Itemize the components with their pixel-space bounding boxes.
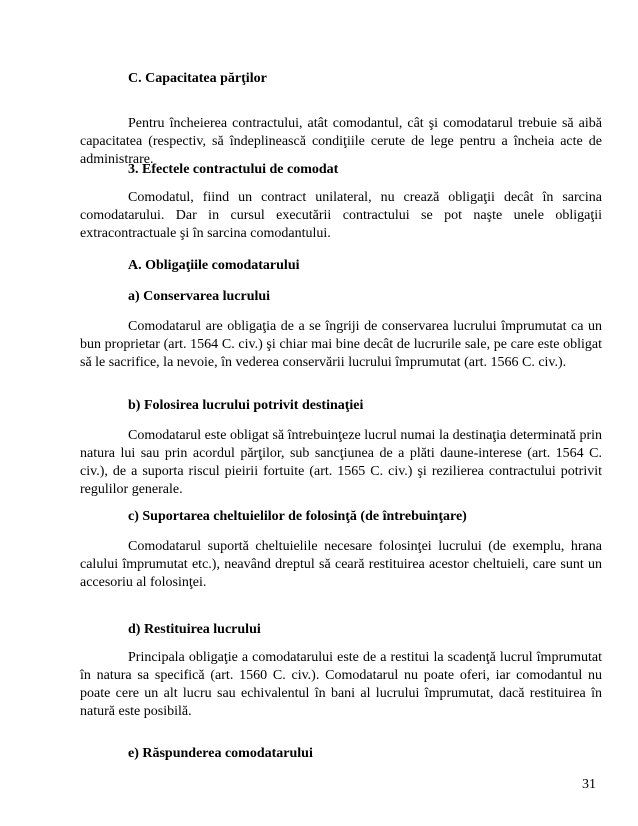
section-heading-capacitatea: C. Capacitatea părţilor	[128, 71, 267, 86]
paragraph-suportarea: Comodatarul suportă cheltuielile necesare folosinţei lucrului (de exemplu, hrana calului împrumutat etc.), neavând dreptul să ceară restituirea acestor cheltuieli, care sunt un accesoriu al folosinţei.	[80, 539, 602, 590]
page-number: 31	[582, 777, 596, 792]
section-heading-folosirea: b) Folosirea lucrului potrivit destinaţiei	[128, 398, 364, 413]
paragraph-capacitatea: Pentru încheierea contractului, atât comodantul, cât şi comodatarul trebuie să aibă capacitatea (respectiv, să îndeplinească condiţiile cerute de lege pentru a încheia acte de administrare.	[80, 116, 602, 167]
section-heading-conservarea: a) Conservarea lucrului	[128, 289, 271, 304]
section-heading-efectele: 3. Efectele contractului de comodat	[128, 162, 339, 177]
paragraph-restituirea: Principala obligaţie a comodatarului este de a restitui la scadenţă lucrul împrumutat în natura sa specifică (art. 1560 C. civ.). Comodatarul nu poate oferi, iar comodantul nu poate cere un alt lucru sau echivalentul în bani al lucrului împrumutat, dacă restituirea în natură este posibilă.	[80, 650, 602, 719]
paragraph-folosirea: Comodatarul este obligat să întrebuinţeze lucrul numai la destinaţia determinată prin natura lui sau prin acordul părţilor, sub sancţiunea de a plăti daune-interese (art. 1564 C. civ.), de a suporta riscul pieirii fortuite (art. 1565 C. civ.) şi rezilierea contractului potrivit regulilor generale.	[80, 428, 602, 497]
section-heading-raspunderea: e) Răspunderea comodatarului	[128, 746, 313, 761]
section-heading-restituirea: d) Restituirea lucrului	[128, 622, 261, 637]
section-heading-obligatiile: A. Obligaţiile comodatarului	[128, 258, 300, 273]
paragraph-efectele: Comodatul, fiind un contract unilateral, nu crează obligaţii decât în sarcina comodatarului. Dar in cursul executării contractului se pot naşte unele obligaţii extracontractuale şi în sarcina comodantului.	[80, 190, 602, 241]
paragraph-conservarea: Comodatarul are obligaţia de a se îngriji de conservarea lucrului împrumutat ca un bun proprietar (art. 1564 C. civ.) şi chiar mai bine decât de lucrurile sale, pe care este obligat să le sacrifice, la nevoie, în vederea conservării lucrului împrumutat (art. 1566 C. civ.).	[80, 319, 602, 370]
section-heading-suportarea: c) Suportarea cheltuielilor de folosinţă (de întrebuinţare)	[128, 509, 467, 524]
